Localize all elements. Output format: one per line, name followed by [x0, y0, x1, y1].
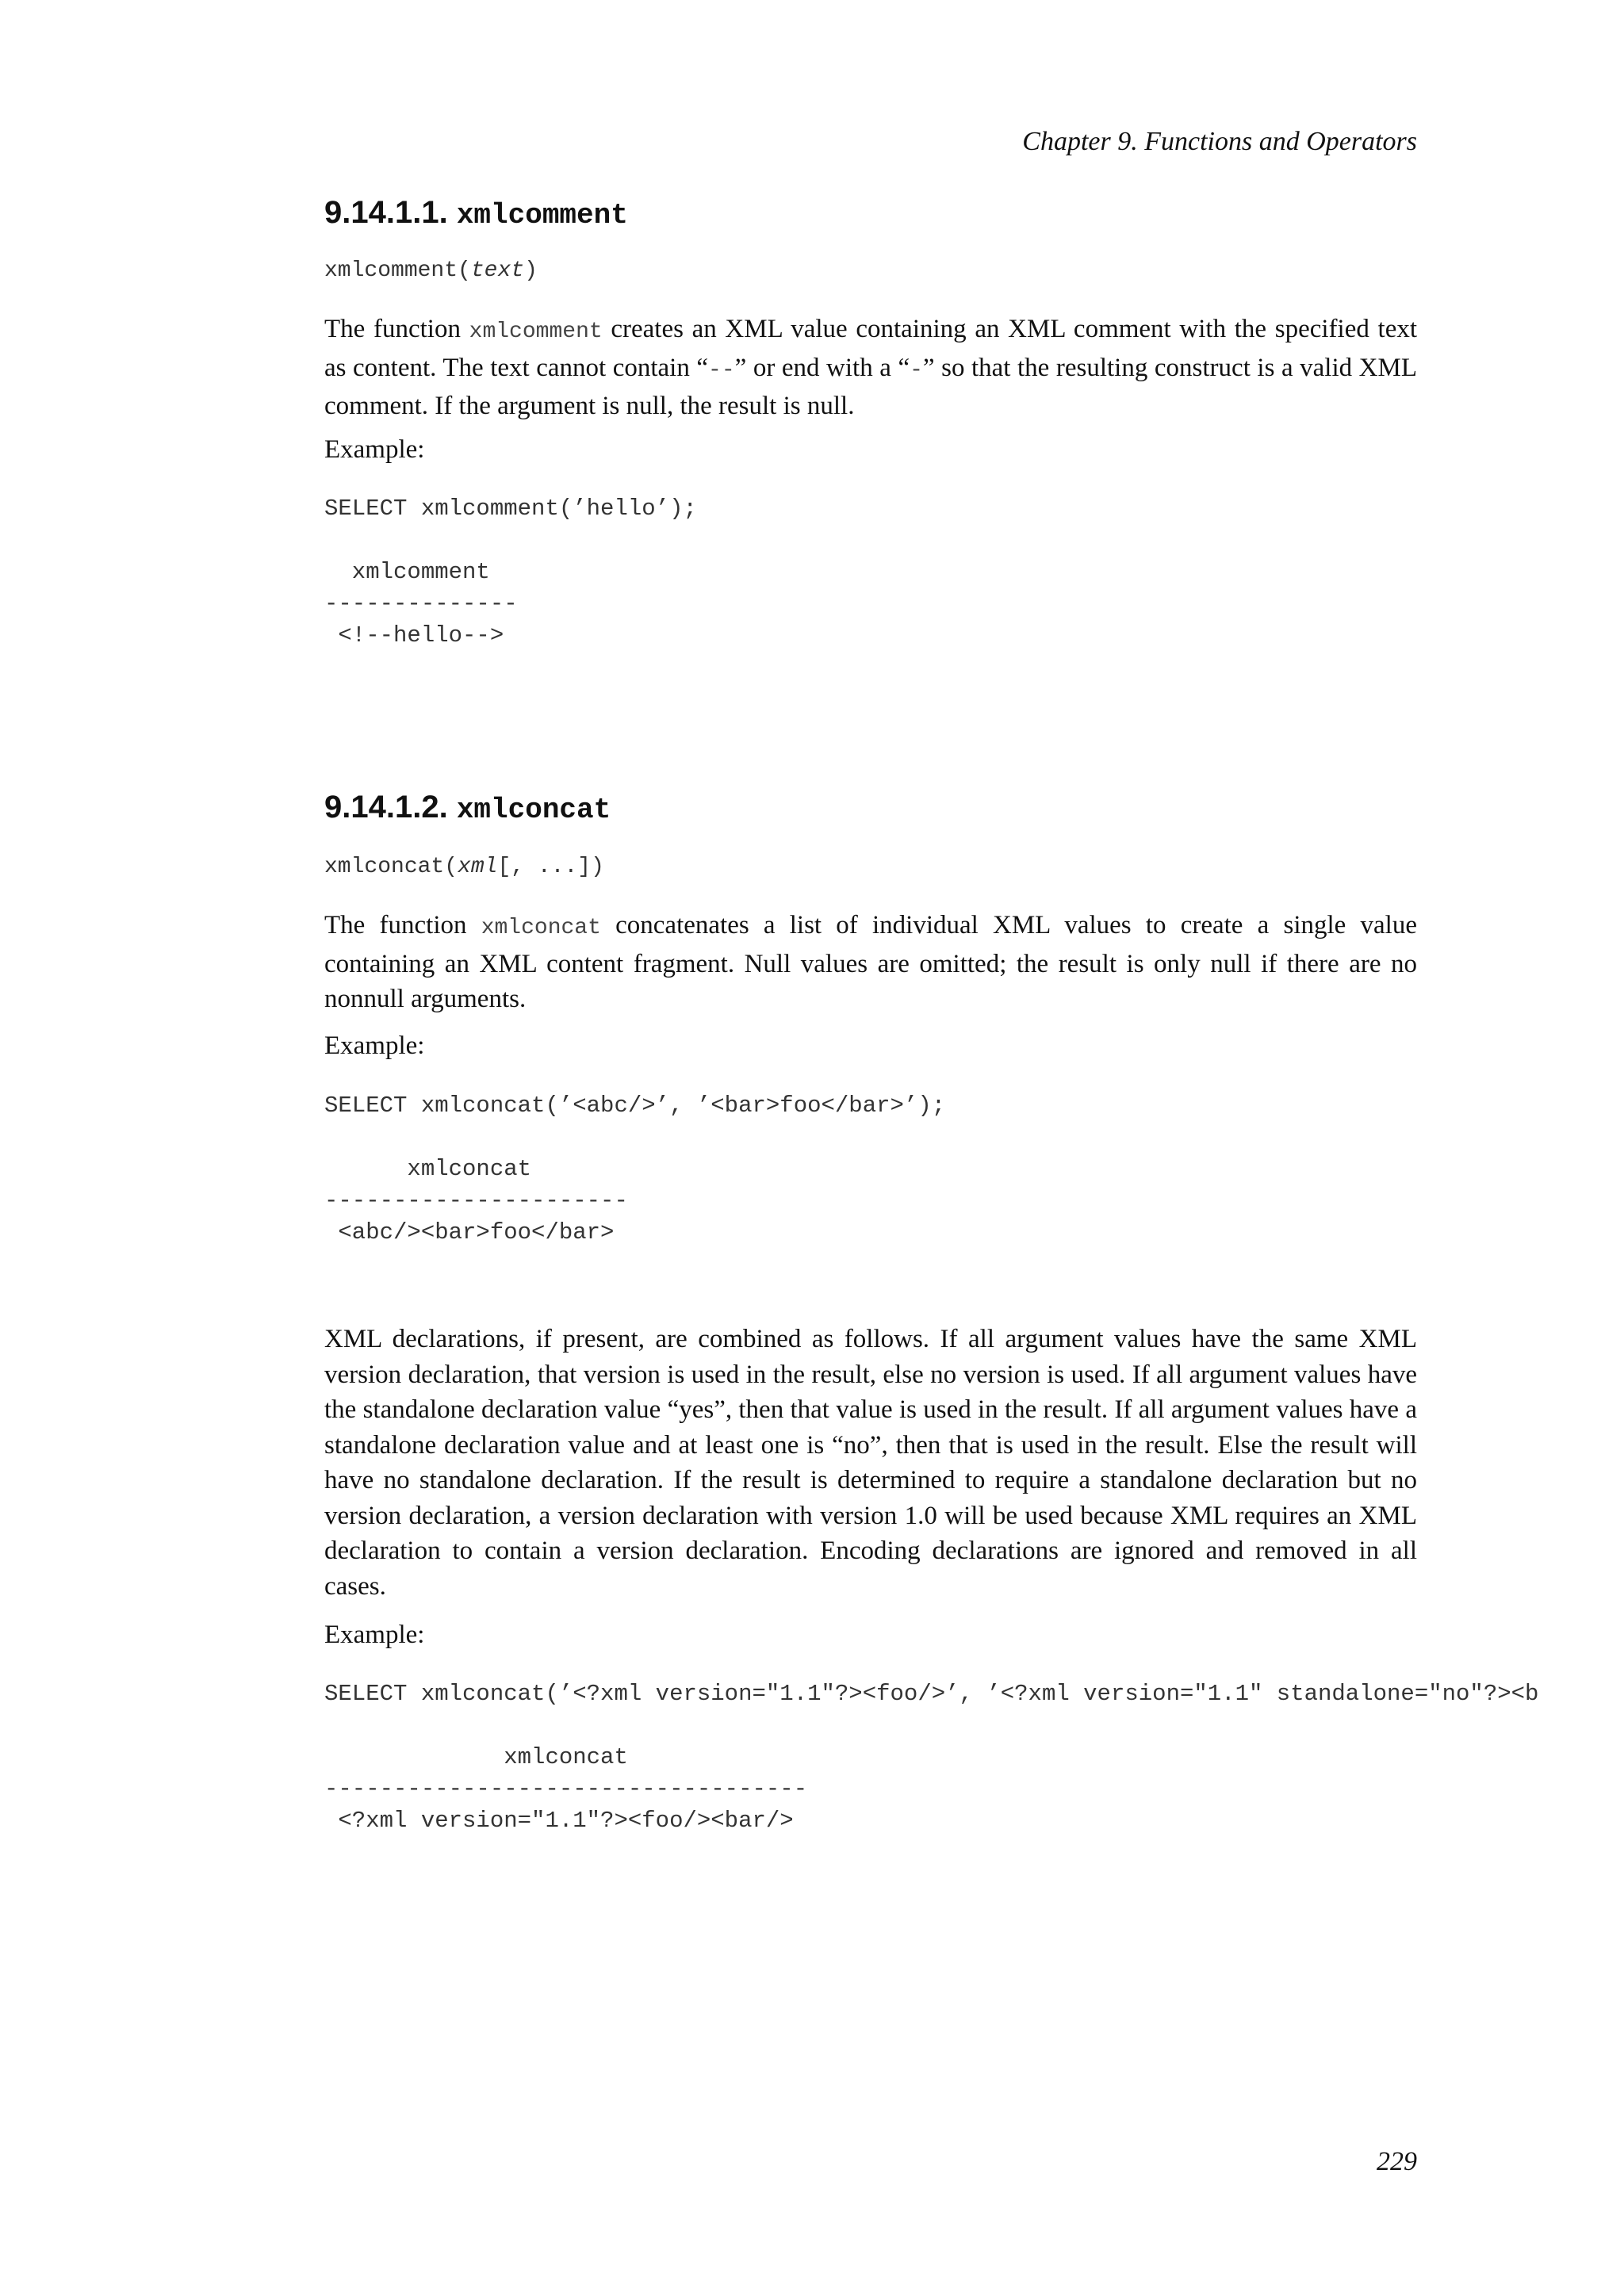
section-title-code: xmlconcat — [456, 794, 611, 826]
description-paragraph: The function xmlconcat concatenates a list of individual XML values to create a single value containing an XML content fragment. Null values are omitted; the result is only null if there are no nonnull arguments. — [324, 911, 1417, 1013]
inline-code: - — [910, 358, 923, 383]
function-synopsis: xmlconcat(xml[, ...]) — [324, 855, 604, 879]
function-synopsis: xmlcomment(text) — [324, 258, 538, 283]
declarations-paragraph: XML declarations, if present, are combined as follows. If all argument values have the same XML version declaration, that version is used in the result, else no version is used. If all argument values have the standalone declaration value “yes”, then that value is used in the result. If all argument values have a standalone declaration value and at least one is “no”, then that is used in the result. Else the result will have no standalone declaration. If the result is determined to require a standalone declaration but no version declaration, a version declaration with version 1.0 will be used because XML requires an XML declaration to contain a version declaration. Encoding declarations are ignored and removed in all cases. — [324, 1325, 1417, 1601]
synopsis-argument: xml — [458, 855, 498, 879]
section-number: 9.14.1.1. — [324, 195, 448, 230]
page-number: 229 — [1377, 2147, 1417, 2176]
example-code-block: SELECT xmlconcat(’<abc/>’, ’<bar>foo</bar>’); xmlconcat ---------------------- <abc/><bar>foo</bar> — [324, 1093, 946, 1246]
synopsis-argument: text — [470, 258, 525, 283]
description-paragraph: The function xmlcomment creates an XML value containing an XML comment with the specified text as content. The text cannot contain “--” or end with a “-” so that the resulting construct is a valid XML comment. If the argument is null, the result is null. — [324, 315, 1418, 420]
example-label: Example: — [324, 1621, 425, 1649]
inline-code: xmlcomment — [469, 320, 603, 344]
section-title-code: xmlcomment — [456, 199, 628, 232]
inline-code: -- — [708, 358, 735, 383]
running-header: Chapter 9. Functions and Operators — [1022, 127, 1417, 156]
example-code-block: SELECT xmlconcat(’<?xml version="1.1"?><foo/>’, ’<?xml version="1.1" standalone="no"?><b xmlconcat ----------------------------------- <?xml version="1.1"?><foo/><bar/> — [324, 1681, 1539, 1834]
section-number: 9.14.1.2. — [324, 790, 448, 825]
section-heading-xmlcomment — [324, 192, 628, 236]
example-label: Example: — [324, 1031, 425, 1060]
inline-code: xmlconcat — [481, 916, 601, 940]
example-label: Example: — [324, 435, 425, 464]
section-heading-xmlconcat — [324, 786, 611, 831]
example-code-block: SELECT xmlcomment(’hello’); xmlcomment -------------- <!--hello--> — [324, 496, 697, 649]
